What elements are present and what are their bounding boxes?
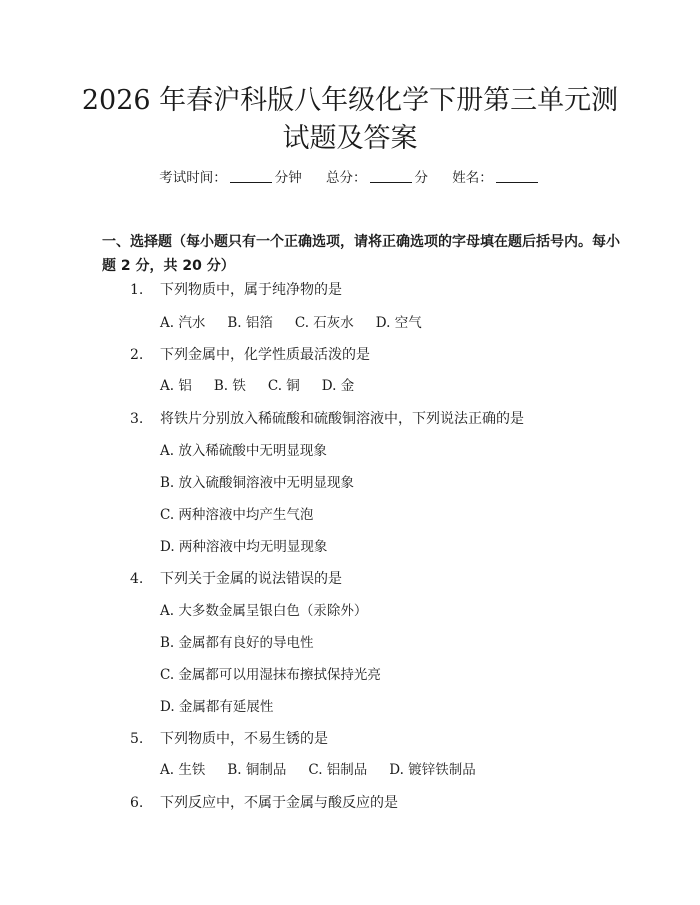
option-b: B. 铜制品	[227, 762, 287, 778]
question-1	[130, 280, 342, 300]
question-3-option-b: B. 放入硫酸铜溶液中无明显现象	[160, 475, 355, 491]
name-label: 姓名：	[452, 170, 493, 186]
question-number: 2.	[130, 347, 144, 363]
option-b: B. 铝箔	[227, 315, 273, 331]
time-label: 考试时间：	[159, 170, 227, 186]
option-d: D. 镀锌铁制品	[389, 762, 476, 778]
option-a: A. 汽水	[160, 315, 206, 331]
question-3-option-c: C. 两种溶液中均产生气泡	[160, 507, 314, 523]
exam-meta	[0, 168, 700, 188]
question-3	[130, 409, 524, 429]
question-5	[130, 729, 328, 749]
question-text: 下列物质中，不易生锈的是	[160, 731, 328, 747]
option-b: B. 铁	[213, 378, 246, 394]
question-4-option-d: D. 金属都有延展性	[160, 699, 274, 715]
time-unit: 分钟	[274, 170, 302, 186]
question-text: 下列关于金属的说法错误的是	[160, 571, 342, 587]
question-4	[130, 569, 342, 589]
score-unit: 分	[414, 170, 428, 186]
exam-name	[452, 170, 541, 186]
question-4-option-b: B. 金属都有良好的导电性	[160, 635, 314, 651]
question-2	[130, 345, 370, 365]
page-title-line1: 2026 年春沪科版八年级化学下册第三单元测	[81, 85, 619, 116]
question-1-options	[160, 313, 444, 333]
section-heading: 一、选择题（每小题只有一个正确选项，请将正确选项的字母填在题后括号内。每小题 2 分，共 20 分）	[102, 234, 620, 274]
option-c: C. 铝制品	[308, 762, 368, 778]
name-blank	[496, 169, 538, 183]
page-title-line2: 试题及答案	[282, 123, 418, 154]
option-c: C. 石灰水	[294, 315, 354, 331]
option-a: A. 铝	[160, 378, 192, 394]
exam-time	[159, 170, 302, 186]
question-number: 1.	[130, 282, 144, 298]
question-3-option-d: D. 两种溶液中均无明显现象	[160, 539, 328, 555]
option-d: D. 金	[321, 378, 355, 394]
question-6	[130, 793, 398, 813]
question-number: 5.	[130, 731, 144, 747]
question-5-options	[160, 760, 498, 780]
question-number: 3.	[130, 411, 144, 427]
exam-score	[326, 170, 428, 186]
time-blank	[230, 169, 272, 183]
question-2-options	[160, 376, 376, 396]
question-3-option-a: A. 放入稀硫酸中无明显现象	[160, 443, 327, 459]
question-text: 将铁片分别放入稀硫酸和硫酸铜溶液中，下列说法正确的是	[160, 411, 524, 427]
score-blank	[370, 169, 412, 183]
score-label: 总分：	[326, 170, 367, 186]
question-4-option-a: A. 大多数金属呈银白色（汞除外）	[160, 603, 368, 619]
question-text: 下列金属中，化学性质最活泼的是	[160, 347, 370, 363]
question-number: 4.	[130, 571, 144, 587]
question-text: 下列物质中，属于纯净物的是	[160, 282, 342, 298]
option-c: C. 铜	[267, 378, 300, 394]
option-d: D. 空气	[375, 315, 422, 331]
option-a: A. 生铁	[160, 762, 206, 778]
question-text: 下列反应中，不属于金属与酸反应的是	[160, 795, 398, 811]
question-number: 6.	[130, 795, 144, 811]
question-4-option-c: C. 金属都可以用湿抹布擦拭保持光亮	[160, 667, 381, 683]
